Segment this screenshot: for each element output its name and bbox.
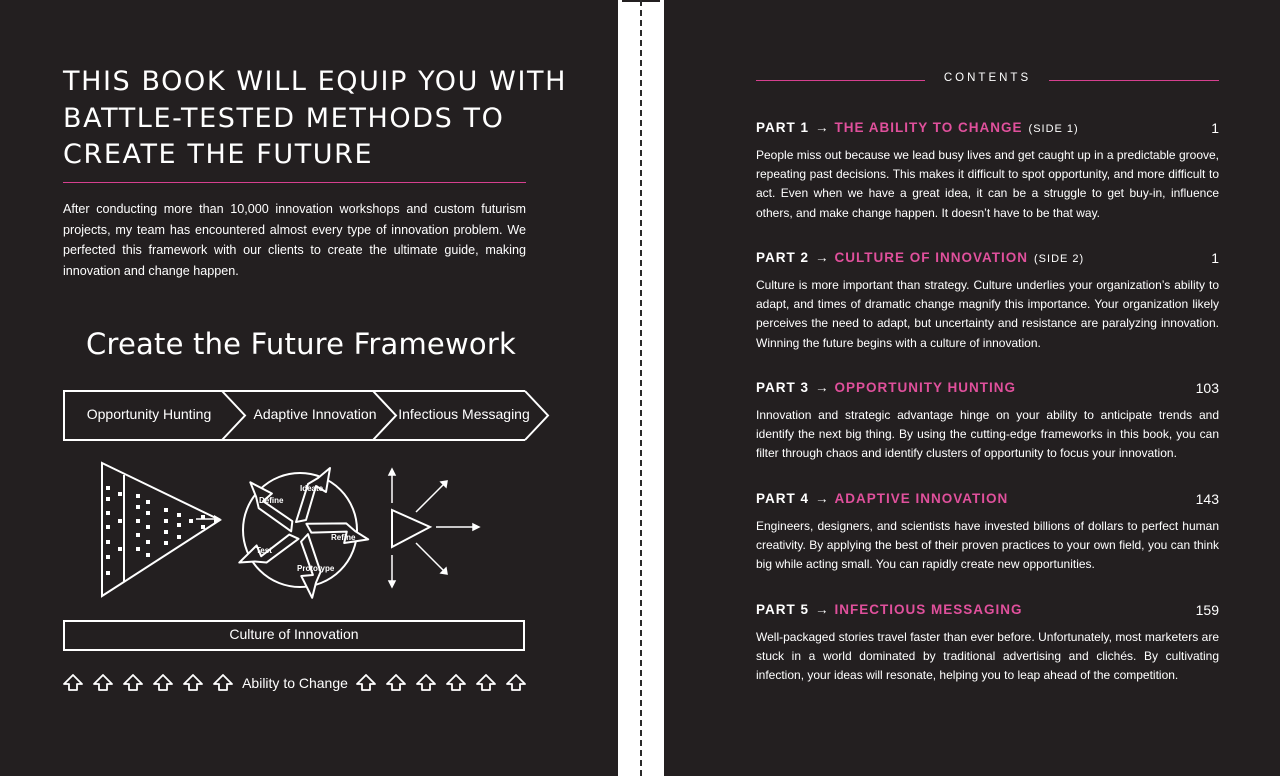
funnel-dot [136, 519, 140, 523]
stage-opportunity-hunting: Opportunity Hunting [86, 406, 212, 422]
stage-adaptive-innovation: Adaptive Innovation [253, 406, 377, 422]
toc-entry-part-2[interactable] [756, 250, 1219, 353]
toc-entry-part-4[interactable] [756, 491, 1219, 575]
funnel-icon [102, 463, 221, 596]
up-arrow-icon [387, 675, 405, 690]
up-arrow-icon [447, 675, 465, 690]
stage-infectious-messaging: Infectious Messaging [398, 406, 530, 422]
headline [63, 64, 568, 174]
cycle-arrow [296, 468, 330, 522]
funnel-dot [106, 486, 110, 490]
up-arrow-icon [124, 675, 142, 690]
gutter-cut-line [640, 0, 642, 776]
part-title[interactable]: INFECTIOUS MESSAGING [834, 602, 1023, 617]
part-number: PART 5 [756, 602, 810, 617]
headline-line: THIS BOOK WILL EQUIP YOU WITH [63, 66, 568, 97]
funnel-dot [118, 519, 122, 523]
part-title[interactable]: OPPORTUNITY HUNTING [834, 380, 1017, 395]
funnel-dot [106, 525, 110, 529]
up-arrow-icon [507, 675, 525, 690]
toc-entry-part-1[interactable] [756, 120, 1219, 223]
part-title[interactable]: CULTURE OF INNOVATION [834, 250, 1029, 265]
part-description: Well-packaged stories travel faster than ever before. Unfortunately, most marketers are stuck in a world dominated by traditional advertising and clichés. By cultivating infection, your ideas will resonate, helping you to leap ahead of the competition. [756, 630, 1219, 683]
arrow-right-icon: → [815, 602, 829, 617]
headline-line: BATTLE-TESTED METHODS TO [63, 102, 505, 134]
cycle-arrow [306, 507, 368, 556]
arrow-right-icon: → [815, 250, 829, 265]
part-number: PART 4 [756, 491, 810, 506]
funnel-dot [164, 519, 168, 523]
funnel-dot [189, 519, 193, 523]
funnel-dot [146, 540, 150, 544]
page-gutter [618, 0, 664, 776]
page-number: 143 [1195, 491, 1219, 507]
funnel-dot [146, 500, 150, 504]
framework-title: Create the Future Framework [86, 327, 516, 361]
cycle-label-ideate: Ideate [300, 484, 324, 493]
part-side-note: (SIDE 2) [1034, 253, 1085, 265]
funnel-dot [106, 555, 110, 559]
cycle-label-test: Test [256, 546, 272, 555]
funnel-dot [136, 533, 140, 537]
page-number: 1 [1211, 120, 1219, 136]
intro-paragraph: After conducting more than 10,000 innovation workshops and custom futurism projects, my team has encountered almost every type of innovation problem. We perfected this framework with our clients to create the ultimate guide, making innovation and change happen. [63, 202, 526, 278]
part-title[interactable]: ADAPTIVE INNOVATION [834, 491, 1009, 506]
arrow-right-icon: → [815, 120, 829, 135]
funnel-dot [164, 508, 168, 512]
funnel-dot [106, 540, 110, 544]
up-arrow-icon [184, 675, 202, 690]
part-description: Innovation and strategic advantage hinge on your ability to anticipate trends and identify the next big thing. By using the cutting-edge frameworks in this book, you can filter through chaos and identify clusters of opportunity to focus your innovation. [756, 408, 1219, 461]
headline-divider [63, 182, 526, 183]
funnel-dot [177, 535, 181, 539]
part-description: Culture is more important than strategy. Culture underlies your organization’s ability to adapt, and times of dramatic change magnify this importance. Your organization likely perceives the need to adapt, but uncertainty and resistance are paralyzing innovation. Winning the future begins with a culture of innovation. [756, 278, 1219, 350]
funnel-dot [106, 571, 110, 575]
part-number: PART 3 [756, 380, 810, 395]
funnel-dot [136, 547, 140, 551]
contents-header [756, 70, 1219, 90]
cycle-label-prototype: Prototype [297, 564, 335, 573]
funnel-dot [136, 505, 140, 509]
funnel-dot [164, 541, 168, 545]
part-number: PART 1 [756, 120, 810, 135]
left-page [0, 0, 618, 776]
funnel-dot [118, 547, 122, 551]
part-title[interactable]: THE ABILITY TO CHANGE [834, 120, 1023, 135]
part-description: Engineers, designers, and scientists have invested billions of dollars to perfect human creativity. By applying the best of their proven practices to your own field, you can think big while acting small. You can rapidly create new opportunities. [756, 519, 1219, 572]
page-number: 103 [1195, 380, 1219, 396]
funnel-dot [177, 513, 181, 517]
contents-rule-right [1049, 80, 1219, 81]
broadcast-icon [389, 469, 479, 587]
toc-entry-part-5[interactable] [756, 602, 1219, 686]
up-arrow-icon [154, 675, 172, 690]
up-arrow-icon [477, 675, 495, 690]
part-side-note: (SIDE 1) [1028, 123, 1079, 135]
up-arrow-icon [417, 675, 435, 690]
funnel-dot [136, 494, 140, 498]
ability-label: Ability to Change [242, 675, 348, 691]
up-arrow-icon [214, 675, 232, 690]
part-number: PART 2 [756, 250, 810, 265]
funnel-dot [146, 553, 150, 557]
culture-label: Culture of Innovation [229, 626, 359, 642]
funnel-dot [106, 511, 110, 515]
up-arrow-icon [64, 675, 82, 690]
arrow-right-icon: → [815, 491, 829, 506]
funnel-dot [146, 511, 150, 515]
funnel-dot [106, 497, 110, 501]
framework-diagram [0, 380, 618, 710]
funnel-dot [164, 530, 168, 534]
up-arrow-icon [357, 675, 375, 690]
up-arrow-icon [94, 675, 112, 690]
page-number: 159 [1195, 602, 1219, 618]
headline-line: CREATE THE FUTURE [63, 139, 374, 170]
cycle-arrow [240, 482, 302, 531]
funnel-dot [146, 525, 150, 529]
toc-entry-part-3[interactable] [756, 380, 1219, 464]
page-number: 1 [1211, 250, 1219, 266]
funnel-dot [201, 525, 205, 529]
arrow-right-icon: → [815, 380, 829, 395]
cycle-label-define: Define [259, 496, 284, 505]
part-description: People miss out because we lead busy lives and get caught up in a predictable groove, repeating past decisions. This makes it difficult to spot opportunity, and more difficult to act. Even when we have a great idea, it can be a struggle to get buy-in, influence others, and make change happen. It doesn’t have to be that way. [756, 148, 1219, 220]
contents-label: CONTENTS [943, 72, 1032, 84]
funnel-dot [177, 523, 181, 527]
funnel-dot [118, 492, 122, 496]
cycle-label-refine: Refine [331, 533, 356, 542]
